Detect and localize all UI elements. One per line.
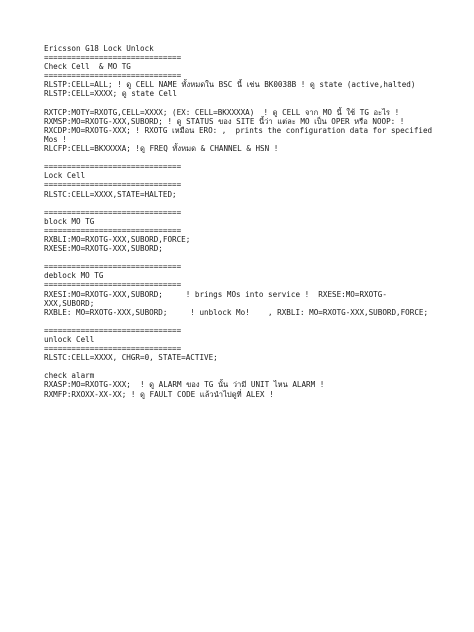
command-line: RXTCP:MOTY=RXOTG,CELL=XXXX; (EX: CELL=BKXXXXA) ! ดู CELL จาก MO นี้ ใช้ TG อะไร !	[44, 107, 400, 117]
alarm-heading: check alarm	[44, 371, 95, 381]
section-heading: Lock Cell	[44, 171, 86, 181]
blank-line	[44, 362, 434, 371]
separator: ==============================	[44, 325, 182, 335]
command-line: RXCDP:MO=RXOTG-XXX; ! RXOTG เหมือน ERO: , prints the configuration data for specified Mos !	[44, 125, 437, 144]
separator: ==============================	[44, 344, 182, 354]
command-line: RXMSP:MO=RXOTG-XXX,SUBORD; ! ดู STATUS ของ SITE นี้ว่า แต่ละ MO เป็น OPER หรือ NOOP: !	[44, 116, 405, 126]
command-line: RLSTP:CELL=ALL; ! ดู CELL NAME ทั้งหมดใน BSC นี้ เช่น BK0038B ! ดู state (active,halted)	[44, 80, 416, 90]
command-line: RXMFP:RXOXX-XX-XX; ! ดู FAULT CODE แล้วนำไปดูที่ ALEX !	[44, 389, 274, 399]
command-line: RXESI:MO=RXOTG-XXX,SUBORD; ! brings MOs into service ! RXESE:MO=RXOTG-XXX,SUBORD;	[44, 289, 387, 308]
separator: ==============================	[44, 207, 182, 217]
command-line: RLCFP:CELL=BKXXXXA; !ดู FREQ ทั้งหมด & CHANNEL & HSN !	[44, 144, 279, 154]
command-line: RXASP:MO=RXOTG-XXX; ! ดู ALARM ของ TG นั้น ว่ามี UNIT ไหน ALARM !	[44, 380, 325, 390]
command-line: RXBLE: MO=RXOTG-XXX,SUBORD; ! unblock Mo! , RXBLI: MO=RXOTG-XXX,SUBORD,FORCE;	[44, 307, 429, 317]
blank-line	[44, 99, 434, 108]
document-body	[44, 44, 437, 399]
section-heading: unlock Cell	[44, 335, 95, 344]
separator: ==============================	[44, 225, 182, 235]
section-heading: deblock MO TG	[44, 271, 104, 281]
document-title: Ericsson G18 Lock Unlock	[44, 44, 154, 53]
command-line: RXESE:MO=RXOTG-XXX,SUBORD;	[44, 244, 163, 254]
blank-line	[44, 253, 434, 262]
separator: ==============================	[44, 162, 182, 172]
command-line: RLSTP:CELL=XXXX; ดู state Cell	[44, 89, 177, 99]
command-line: RLSTC:CELL=XXXX,STATE=HALTED;	[44, 189, 177, 199]
blank-line	[44, 153, 434, 162]
separator: ==============================	[44, 262, 182, 272]
separator: ==============================	[44, 71, 182, 81]
command-line: RLSTC:CELL=XXXX, CHGR=0, STATE=ACTIVE;	[44, 353, 218, 363]
separator: ==============================	[44, 53, 182, 63]
command-line: RXBLI:MO=RXOTG-XXX,SUBORD,FORCE;	[44, 234, 191, 244]
separator: ==============================	[44, 280, 182, 290]
section-heading: block MO TG	[44, 216, 95, 226]
blank-line	[44, 199, 434, 208]
blank-line	[44, 317, 434, 326]
separator: ==============================	[44, 180, 182, 190]
section-heading: Check Cell & MO TG	[44, 62, 131, 72]
